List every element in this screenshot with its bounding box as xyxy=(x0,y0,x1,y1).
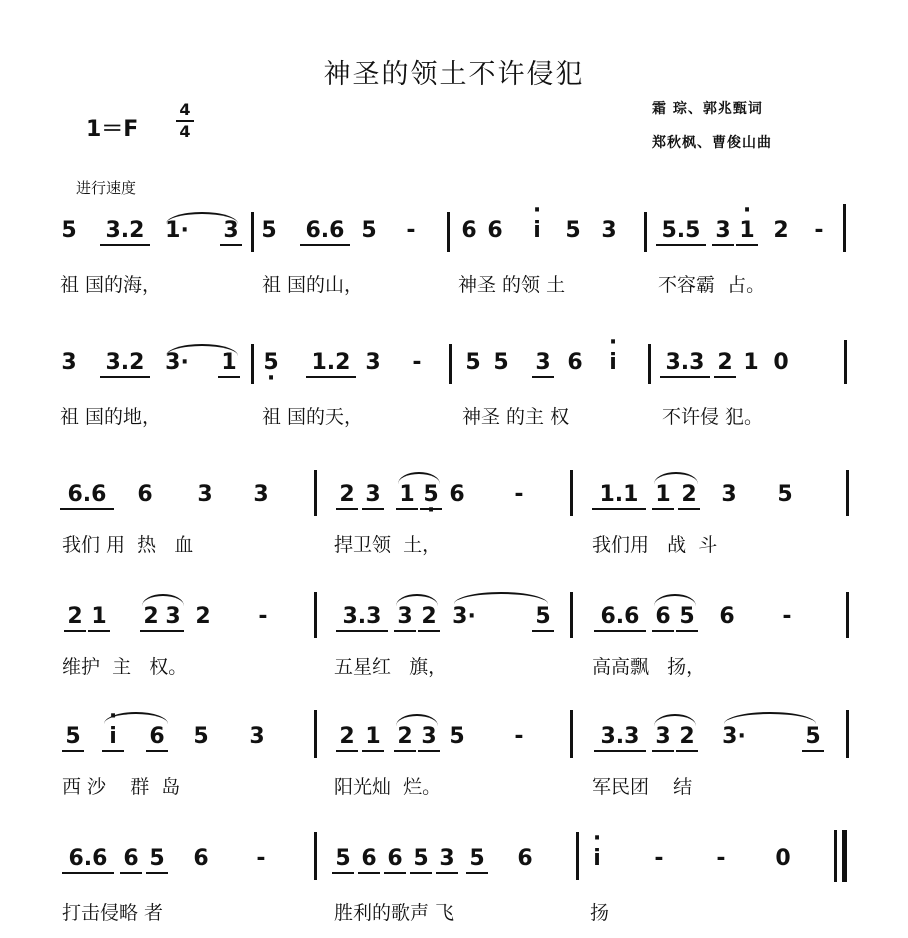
lyric-segment: 扬 xyxy=(590,902,610,922)
note: 3 xyxy=(365,350,381,375)
note: 5 xyxy=(361,218,377,243)
note: 6 xyxy=(137,482,153,507)
bar-line xyxy=(644,212,647,252)
note: 6 xyxy=(146,724,168,752)
lyric-line-1 xyxy=(0,270,908,296)
note: 5 xyxy=(532,604,554,632)
note: 6 xyxy=(120,846,142,874)
lyric-segment: 胜利的歌声 飞 xyxy=(334,902,455,922)
note: 2 xyxy=(336,724,358,752)
notation-line-6 xyxy=(0,846,908,886)
note: 5 xyxy=(493,350,509,375)
song-title: 神圣的领土不许侵犯 xyxy=(323,59,585,90)
note: 6 xyxy=(719,604,735,629)
note: 6 xyxy=(449,482,465,507)
lyric-segment: 神圣 的领 土 xyxy=(458,274,566,296)
lyric-segment: 神圣 的主 权 xyxy=(462,406,570,428)
note: 1 xyxy=(743,350,759,375)
note: 6 xyxy=(652,604,674,632)
note: 3 xyxy=(712,218,734,246)
bar-line xyxy=(846,592,849,638)
note: · i xyxy=(102,724,124,752)
note: 5 xyxy=(410,846,432,874)
note: 5.5 xyxy=(656,218,706,246)
composer-credit: 郑秋枫、曹俊山曲 xyxy=(652,135,772,151)
note: 5 xyxy=(146,846,168,874)
note: 6 xyxy=(384,846,406,874)
note: 3 xyxy=(418,724,440,752)
note: 3 xyxy=(394,604,416,632)
notation-line-4 xyxy=(0,604,908,644)
note: 5 · xyxy=(420,482,442,510)
note: 5 · xyxy=(260,350,282,376)
time-signature xyxy=(176,101,194,141)
lyric-segment: 我们用 战 斗 xyxy=(592,534,718,556)
lyric-segment: 捍卫领 土， xyxy=(334,534,442,556)
note: 3· xyxy=(452,604,476,629)
note: 6 xyxy=(567,350,583,375)
note: 5 xyxy=(261,218,277,243)
note: 2 xyxy=(195,604,211,629)
note: 3 xyxy=(436,846,458,874)
lyric-segment: 军民团 结 xyxy=(592,776,693,798)
note: 5 xyxy=(565,218,581,243)
notation-line-1 xyxy=(0,218,908,258)
notation-line-3 xyxy=(0,482,908,522)
note: 2 xyxy=(714,350,736,378)
note: - xyxy=(716,846,726,871)
note: 3· xyxy=(165,350,189,375)
note: · i xyxy=(586,846,608,872)
note: 1 xyxy=(88,604,110,632)
slur xyxy=(396,714,438,726)
bar-line xyxy=(251,344,254,384)
note: 5 xyxy=(193,724,209,749)
bar-line xyxy=(648,344,651,384)
lyric-segment: 祖 国的地， xyxy=(60,406,162,428)
note: - xyxy=(514,724,524,749)
note: 3.2 xyxy=(100,218,150,246)
note: 3 xyxy=(61,350,77,375)
lyric-segment: 不容霸 占。 xyxy=(658,274,766,296)
note: 6 xyxy=(461,218,477,243)
slur xyxy=(454,592,548,604)
notation-line-2 xyxy=(0,350,908,390)
note: - xyxy=(406,218,416,243)
bar-line xyxy=(576,832,579,880)
note: 3 xyxy=(652,724,674,752)
note: - xyxy=(814,218,824,243)
note: 2 xyxy=(418,604,440,632)
bar-line xyxy=(314,470,317,516)
note: 5 xyxy=(61,218,77,243)
note: 1.2 xyxy=(306,350,356,378)
note: 3 xyxy=(220,218,242,246)
note: 5 xyxy=(465,350,481,375)
note: 0 xyxy=(775,846,791,871)
lyric-line-6 xyxy=(0,892,908,922)
note: 1 xyxy=(396,482,418,510)
note: 6 xyxy=(517,846,533,871)
note: 3 xyxy=(162,604,184,632)
note: 3 xyxy=(362,482,384,510)
bar-line xyxy=(834,830,837,882)
bar-line xyxy=(846,710,849,758)
note: - xyxy=(514,482,524,507)
note: 2 xyxy=(394,724,416,752)
note: 0 xyxy=(773,350,789,375)
note: 6 xyxy=(193,846,209,871)
note: 6.6 xyxy=(62,846,114,874)
lyric-segment: 打击侵略 者 xyxy=(62,902,164,922)
lyric-segment: 阳光灿 烂。 xyxy=(334,776,442,798)
bar-line xyxy=(570,592,573,638)
note: 2 xyxy=(140,604,162,632)
bar-line xyxy=(314,710,317,758)
slur xyxy=(654,714,696,726)
note: 6 xyxy=(358,846,380,874)
bar-line xyxy=(846,470,849,516)
bar-line xyxy=(314,592,317,638)
bar-line xyxy=(314,832,317,880)
lyric-segment: 西 沙 群 岛 xyxy=(62,776,181,798)
note: 3.2 xyxy=(100,350,150,378)
note: 3 xyxy=(532,350,554,378)
note: 5 xyxy=(62,724,84,752)
slur xyxy=(142,594,184,606)
slur xyxy=(396,594,438,606)
lyric-segment: 祖 国的天， xyxy=(262,406,364,428)
lyric-line-4 xyxy=(0,652,908,678)
lyric-segment: 高高飘 扬， xyxy=(592,656,706,678)
bar-line xyxy=(844,340,847,384)
slur xyxy=(166,344,238,356)
note: - xyxy=(782,604,792,629)
note: 3 xyxy=(253,482,269,507)
slur xyxy=(654,472,698,484)
lyricist-credit: 霜 琮、郭兆甄词 xyxy=(652,101,763,117)
lyric-segment: 祖 国的海， xyxy=(60,274,162,296)
lyric-segment: 五星红 旗， xyxy=(334,656,448,678)
note: 1 xyxy=(218,350,240,378)
lyric-line-5 xyxy=(0,772,908,798)
note: 5 xyxy=(777,482,793,507)
lyric-line-2 xyxy=(0,402,908,428)
bar-line xyxy=(570,470,573,516)
note: 2 xyxy=(678,482,700,510)
note: 6.6 xyxy=(594,604,646,632)
lyric-segment: 不许侵 犯。 xyxy=(662,406,764,428)
note: 5 xyxy=(466,846,488,874)
note: 3 xyxy=(197,482,213,507)
time-denominator: 4 xyxy=(179,122,191,141)
lyric-segment: 我们 用 热 血 xyxy=(62,534,194,556)
note: 3 xyxy=(601,218,617,243)
note: 3 xyxy=(249,724,265,749)
lyric-segment: 维护 主 权。 xyxy=(62,656,188,678)
note: 3 xyxy=(721,482,737,507)
time-numerator: 4 xyxy=(179,100,191,119)
note: 2 xyxy=(64,604,86,632)
slur xyxy=(398,472,440,484)
note: 1· xyxy=(165,218,189,243)
bar-line xyxy=(570,710,573,758)
note: 6.6 xyxy=(300,218,350,246)
note: 2 xyxy=(676,724,698,752)
note: · 1 xyxy=(736,218,758,246)
note: 1.1 xyxy=(592,482,646,510)
notation-line-5 xyxy=(0,724,908,764)
note: 5 xyxy=(676,604,698,632)
slur xyxy=(724,712,816,724)
bar-line xyxy=(843,204,846,252)
note: - xyxy=(654,846,664,871)
note: 6 xyxy=(487,218,503,243)
bar-line xyxy=(447,212,450,252)
note: - xyxy=(412,350,422,375)
note: 1 xyxy=(362,724,384,752)
note: 3.3 xyxy=(594,724,646,752)
lyric-segment: 祖 国的山， xyxy=(262,274,364,296)
final-bar-line xyxy=(842,830,847,882)
note: · i xyxy=(602,350,624,376)
note: 1 xyxy=(652,482,674,510)
note: 5 xyxy=(449,724,465,749)
lyric-line-3 xyxy=(0,530,908,556)
key-signature: 1＝F xyxy=(86,117,139,142)
slur xyxy=(166,212,238,224)
note: 6.6 xyxy=(60,482,114,510)
bar-line xyxy=(251,212,254,252)
note: - xyxy=(256,846,266,871)
note: - xyxy=(258,604,268,629)
tempo-marking: 进行速度 xyxy=(76,179,137,197)
slur xyxy=(654,594,696,606)
note: 2 xyxy=(336,482,358,510)
note: · i xyxy=(526,218,548,244)
note: 5 xyxy=(332,846,354,874)
note: 3.3 xyxy=(660,350,710,378)
bar-line xyxy=(449,344,452,384)
note: 3.3 xyxy=(336,604,388,632)
note: 5 xyxy=(802,724,824,752)
note: 2 xyxy=(773,218,789,243)
note: 3· xyxy=(722,724,746,749)
